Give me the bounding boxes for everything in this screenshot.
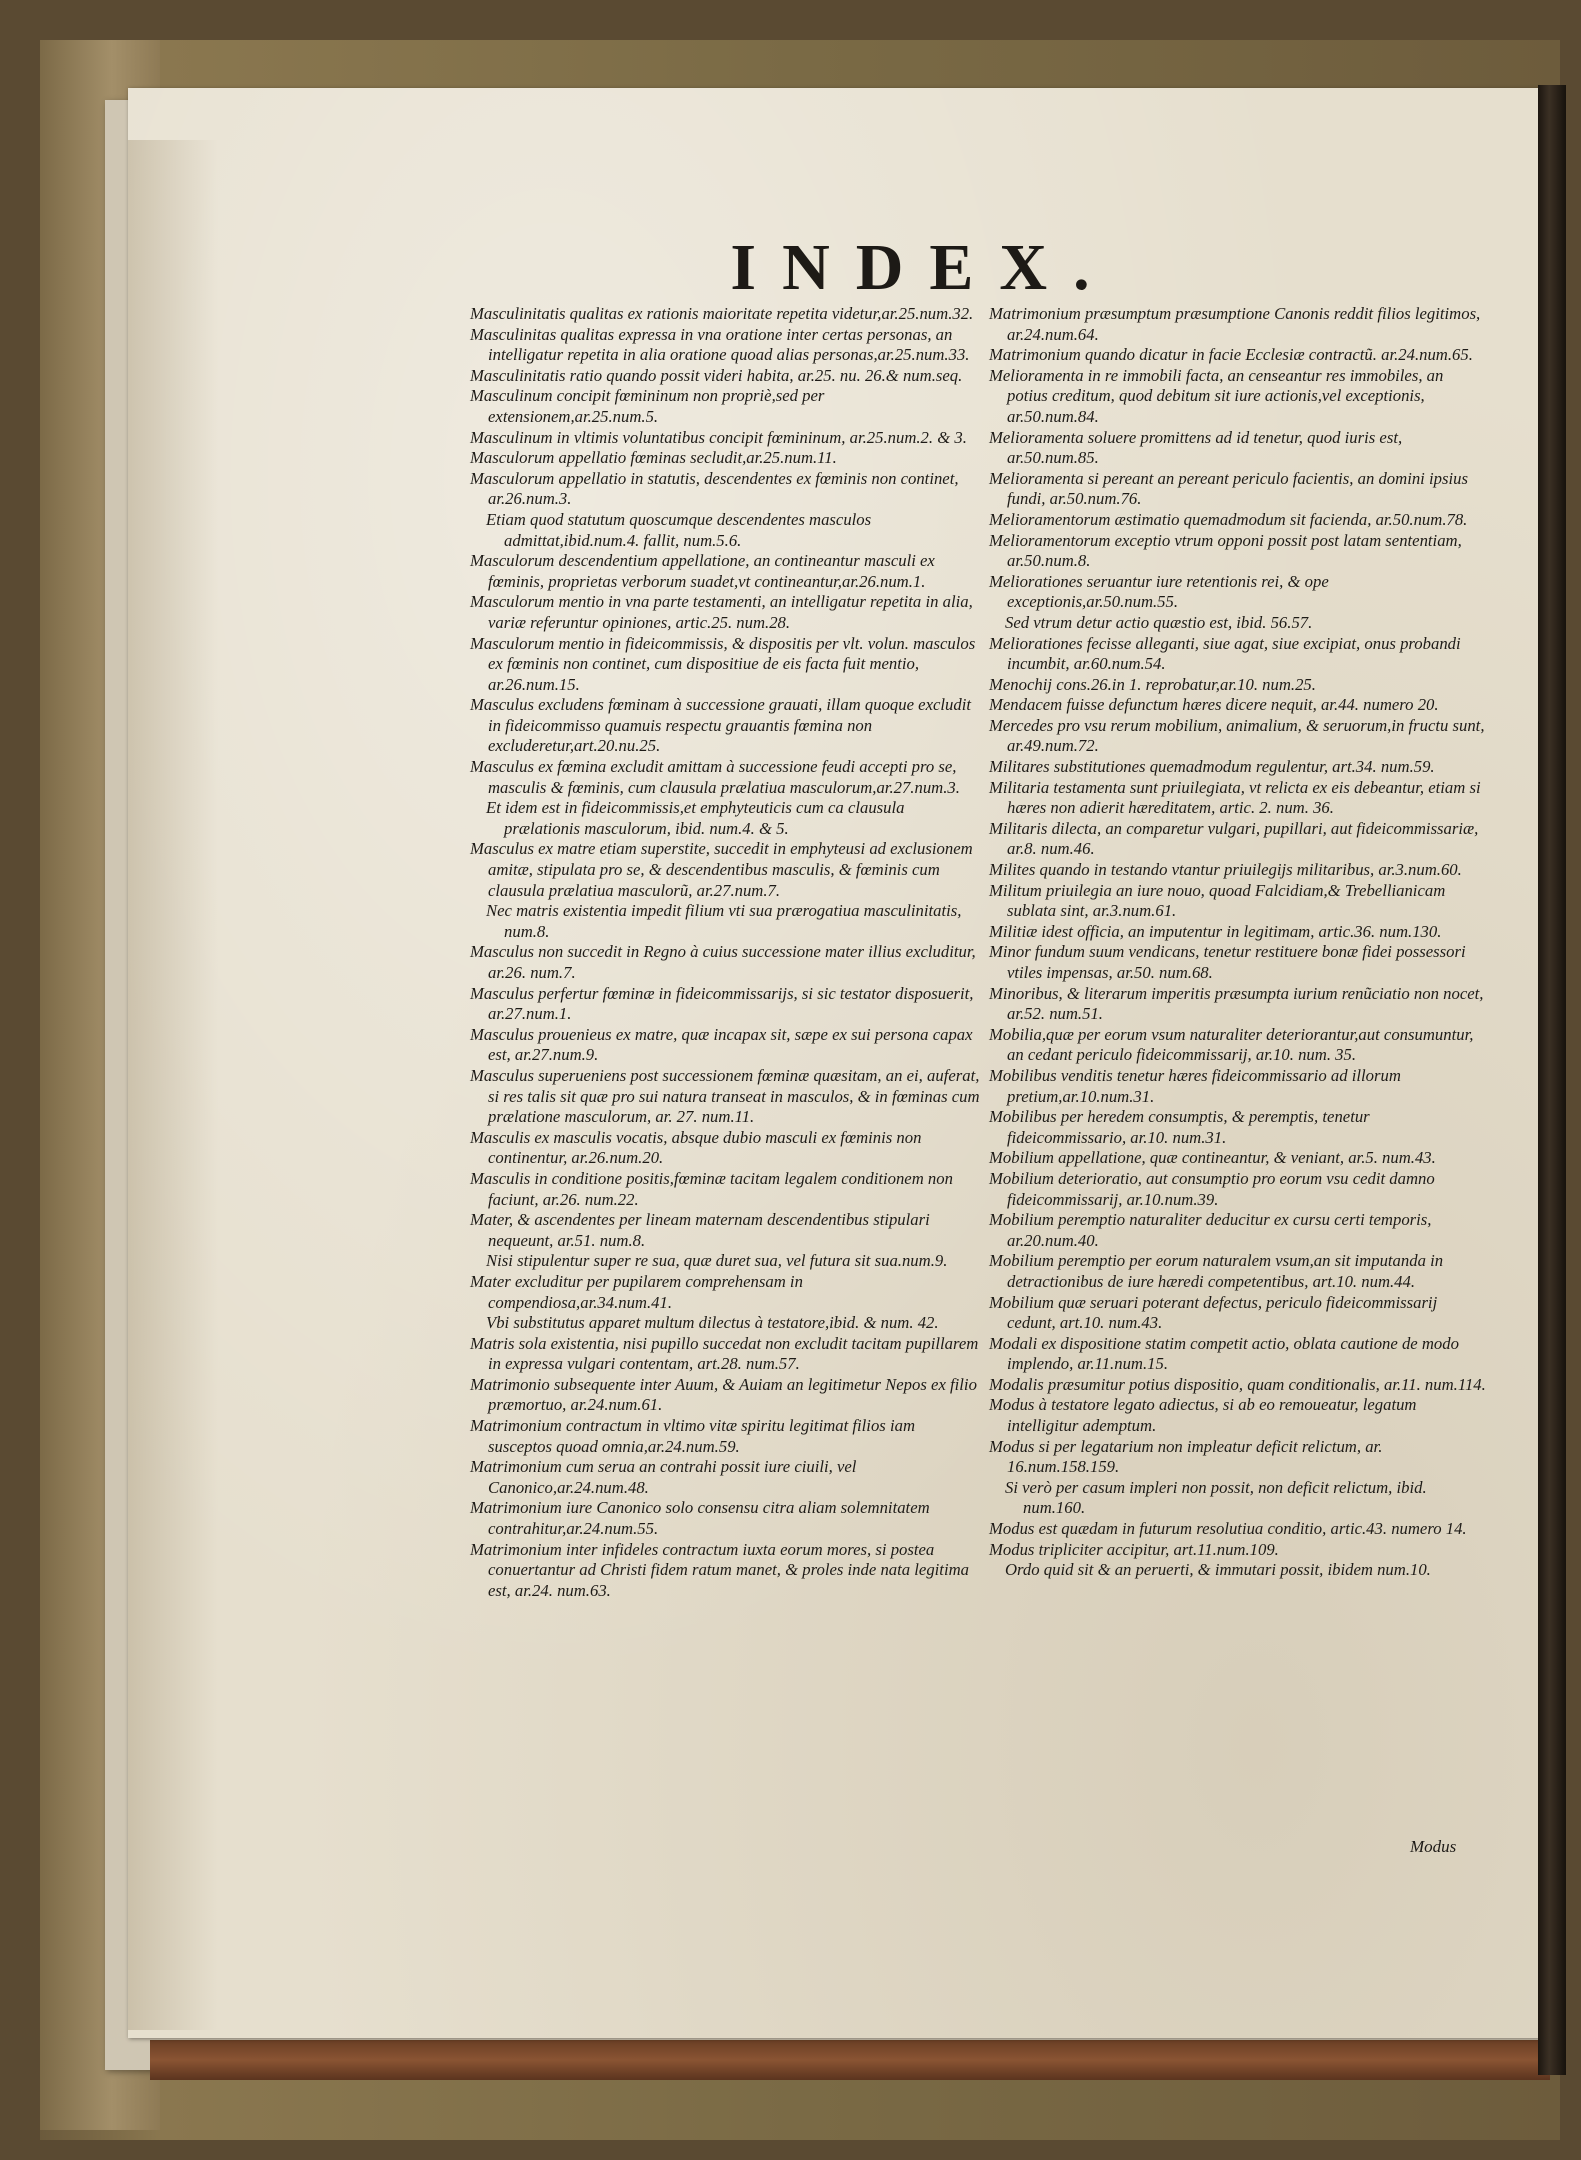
index-entry: Mobilibus per heredem consumptis, & peremptis, tenetur fideicommissario, ar.10. num.31. bbox=[989, 1107, 1370, 1147]
index-entry: Modus est quædam in futurum resolutiua conditio, artic.43. numero 14. bbox=[989, 1519, 1467, 1539]
index-entry: Minoribus, & literarum imperitis præsumpta iurium renũciatio non nocet, ar.52. num.51. bbox=[989, 983, 1484, 1024]
index-entry: Masculis in conditione positis,fœminæ tacitam legalem conditionem non faciunt, ar.26. num.22. bbox=[470, 1168, 953, 1209]
index-entry: Modus à testatore legato adiectus, si ab eo remoueatur, legatum intelligitur ademptum. bbox=[989, 1395, 1417, 1436]
index-entry: Mendacem fuisse defunctum hæres dicere nequit, ar.44. numero 20. bbox=[989, 695, 1439, 715]
index-entry: Masculus ex fœmina excludit amittam à successione feudi accepti pro se, masculis & fœminis, cum clausula prælatiua masculorum,ar.27.num.3. bbox=[470, 757, 960, 797]
index-entry: Matrimonium cum serua an contrahi possit iure ciuili, vel Canonico,ar.24.num.48. bbox=[470, 1457, 857, 1497]
index-entry: Nisi stipulentur super re sua, quæ duret sua, vel futura sit sua.num.9. bbox=[486, 1251, 948, 1271]
index-entry: Etiam quod statutum quoscumque descendentes masculos admittat,ibid.num.4. fallit, num.5.6. bbox=[486, 509, 872, 550]
index-entry: Masculus perfertur fœminæ in fideicommissarijs, si sic testator disposuerit, ar.27.num.1. bbox=[470, 983, 974, 1024]
index-entry: Melioramentorum æstimatio quemadmodum sit facienda, ar.50.num.78. bbox=[989, 509, 1468, 529]
index-column-left bbox=[470, 304, 980, 1601]
index-entry: Matrimonium contractum in vltimo vitæ spiritu legitimat filios iam susceptos quoad omnia,ar.24.num.59. bbox=[470, 1416, 915, 1456]
index-entry: Masculus superueniens post successionem fœminæ quæsitam, an ei, auferat, si res talis sit quæ pro sui natura transeat in masculos, & in fœminas cum prælatione masculorum, ar. 27. num.11. bbox=[470, 1065, 980, 1127]
index-entry: Mobilium appellatione, quæ contineantur, & veniant, ar.5. num.43. bbox=[989, 1148, 1436, 1168]
index-entry: Mater excluditur per pupilarem comprehensam in compendiosa,ar.34.num.41. bbox=[470, 1271, 803, 1312]
index-entry: Mobilium peremptio per eorum naturalem vsum,an sit imputanda in detractionibus de iure hæredi competentibus, art.10. num.44. bbox=[989, 1251, 1444, 1291]
index-entry: Masculus prouenieus ex matre, quæ incapax sit, sæpe ex sui persona capax est, ar.27.num.9. bbox=[470, 1024, 973, 1065]
index-entry: Melioramenta si pereant an pereant periculo facientis, an domini ipsius fundi, ar.50.num.76. bbox=[989, 468, 1468, 509]
index-entry: Melioramenta soluere promittens ad id tenetur, quod iuris est, ar.50.num.85. bbox=[989, 427, 1403, 468]
index-entry: Vbi substitutus apparet multum dilectus à testatore,ibid. & num. 42. bbox=[486, 1313, 939, 1333]
index-entry: Matris sola existentia, nisi pupillo succedat non excludit tacitam pupillarem in expressa vulgari contentam, art.28. num.57. bbox=[470, 1333, 979, 1374]
index-entry: Meliorationes seruantur iure retentionis rei, & ope exceptionis,ar.50.num.55. bbox=[989, 571, 1329, 612]
index-entry: Matrimonium inter infideles contractum iuxta eorum mores, si postea conuertantur ad Christi fidem ratum manet, & proles inde nata legitima est, ar.24. num.63. bbox=[470, 1539, 969, 1600]
index-entry: Modali ex dispositione statim competit actio, oblata cautione de modo implendo, ar.11.num.15. bbox=[989, 1333, 1459, 1374]
index-entry: Modus tripliciter accipitur, art.11.num.109. bbox=[989, 1539, 1279, 1559]
index-entry: Mercedes pro vsu rerum mobilium, animalium, & seruorum,in fructu sunt, ar.49.num.72. bbox=[989, 715, 1485, 756]
index-entry: Meliorationes fecisse alleganti, siue agat, siue excipiat, onus probandi incumbit, ar.60.num.54. bbox=[989, 633, 1461, 674]
catchword: Modus bbox=[1410, 1837, 1457, 1856]
index-entry: Menochij cons.26.in 1. reprobatur,ar.10. num.25. bbox=[989, 674, 1316, 694]
index-entry: Masculus non succedit in Regno à cuius successione mater illius excluditur, ar.26. num.7. bbox=[470, 942, 976, 982]
index-entry: Mobilium peremptio naturaliter deducitur ex cursu certi temporis, ar.20.num.40. bbox=[989, 1210, 1432, 1250]
index-entry: Militaris dilecta, an comparetur vulgari, pupillari, aut fideicommissariæ, ar.8. num.46. bbox=[989, 818, 1479, 859]
index-entry: Modus si per legatarium non impleatur deficit relictum, ar. 16.num.158.159. bbox=[989, 1436, 1383, 1477]
index-entry: Matrimonium iure Canonico solo consensu citra aliam solemnitatem contrahitur,ar.24.num.55. bbox=[470, 1498, 930, 1539]
index-entry: Mater, & ascendentes per lineam maternam descendentibus stipulari nequeunt, ar.51. num.8. bbox=[470, 1210, 930, 1250]
index-entry: Masculis ex masculis vocatis, absque dubio masculi ex fœminis non continentur, ar.26.num.20. bbox=[470, 1127, 922, 1168]
book-bottom-edge bbox=[150, 2040, 1550, 2080]
index-entry: Militaria testamenta sunt priuilegiata, vt relicta ex eis debeantur, etiam si hæres non adierit hæreditatem, artic. 2. num. 36. bbox=[989, 777, 1481, 818]
index-entry: Masculorum appellatio fœminas secludit,ar.25.num.11. bbox=[470, 448, 837, 468]
index-entry: Matrimonium præsumptum præsumptione Canonis reddit filios legitimos, ar.24.num.64. bbox=[989, 304, 1481, 344]
index-entry: Matrimonium quando dicatur in facie Ecclesiæ contractũ. ar.24.num.65. bbox=[989, 345, 1473, 365]
index-entry: Masculinitatis qualitas ex rationis maioritate repetita videtur,ar.25.num.32. bbox=[470, 304, 974, 323]
index-entry: Matrimonio subsequente inter Auum, & Auiam an legitimetur Nepos ex filio præmortuo, ar.24.num.61. bbox=[470, 1374, 977, 1415]
index-entry: Milites quando in testando vtantur priuilegijs militaribus, ar.3.num.60. bbox=[989, 860, 1462, 880]
index-entry: Melioramentorum exceptio vtrum opponi possit post latam sententiam, ar.50.num.8. bbox=[989, 530, 1462, 571]
index-entry: Mobilia,quæ per eorum vsum naturaliter deteriorantur,aut consumuntur, an cedant periculo fideicommissarij, ar.10. num. 35. bbox=[989, 1024, 1474, 1065]
page-title: INDEX. bbox=[730, 231, 1116, 304]
index-entry: Masculorum descendentium appellatione, an contineantur masculi ex fœminis, proprietas verborum suadet,vt contineantur,ar.26.num.1. bbox=[470, 551, 935, 591]
index-entry: Nec matris existentia impedit filium vti sua prærogatiua masculinitatis, num.8. bbox=[486, 901, 962, 941]
index-entry: Mobilibus venditis tenetur hæres fideicommissario ad illorum pretium,ar.10.num.31. bbox=[989, 1065, 1401, 1106]
index-entry: Minor fundum suum vendicans, tenetur restituere bonæ fidei possessori vtiles impensas, ar.50. num.68. bbox=[989, 942, 1466, 982]
index-entry: Melioramenta in re immobili facta, an censeantur res immobiles, an potius creditum, quod debitum sit iure actionis,vel exceptionis, ar.50.num.84. bbox=[989, 365, 1444, 426]
index-entry: Et idem est in fideicommissis,et emphyteuticis cum ca clausula prælationis masculorum, ibid. num.4. & 5. bbox=[486, 798, 905, 838]
index-entry: Militum priuilegia an iure nouo, quoad Falcidiam,& Trebellianicam sublata sint, ar.3.num.61. bbox=[989, 880, 1446, 921]
index-column-right bbox=[989, 304, 1487, 1581]
index-entry: Sed vtrum detur actio quæstio est, ibid. 56.57. bbox=[1005, 612, 1313, 632]
index-entry: Masculorum mentio in fideicommissis, & dispositis per vlt. volun. masculos ex fœminis non continet, cum dispositiue de eis facta fuit mentio, ar.26.num.15. bbox=[470, 633, 976, 694]
index-entry: Ordo quid sit & an peruerti, & immutari possit, ibidem num.10. bbox=[1005, 1560, 1431, 1580]
book-right-edge bbox=[1538, 85, 1566, 2075]
index-entry: Masculinum concipit fœmininum non propriè,sed per extensionem,ar.25.num.5. bbox=[470, 386, 825, 426]
index-entry: Mobilium deterioratio, aut consumptio pro eorum vsu cedit damno fideicommissarij, ar.10.num.39. bbox=[989, 1168, 1435, 1209]
index-entry: Masculus excludens fœminam à successione grauati, illam quoque excludit in fideicommisso quamuis respectu grauantis fœmina non excluderetur,art.20.nu.25. bbox=[470, 695, 971, 756]
index-entry: Masculorum appellatio in statutis, descendentes ex fœminis non continet, ar.26.num.3. bbox=[470, 468, 959, 509]
index-entry: Masculus ex matre etiam superstite, succedit in emphyteusi ad exclusionem amitæ, stipulata pro se, & descendentibus masculis, & fœminis cum clausula prælatiua masculorũ, ar.27.num.7. bbox=[470, 839, 973, 900]
index-entry: Masculorum mentio in vna parte testamenti, an intelligatur repetita in alia, variæ referuntur opiniones, artic.25. num.28. bbox=[470, 592, 973, 632]
index-entry: Mobilium quæ seruari poterant defectus, periculo fideicommissarij cedunt, art.10. num.43. bbox=[989, 1292, 1438, 1333]
page-fold-shadow bbox=[128, 140, 218, 2030]
index-entry: Modalis præsumitur potius dispositio, quam conditionalis, ar.11. num.114. bbox=[989, 1374, 1486, 1394]
index-entry: Masculinitas qualitas expressa in vna oratione inter certas personas, an intelligatur repetita in alia oratione quoad alias personas,ar.25.num.33. bbox=[470, 324, 970, 365]
index-entry: Militares substitutiones quemadmodum regulentur, art.34. num.59. bbox=[989, 757, 1435, 777]
index-entry: Militiæ idest officia, an imputentur in legitimam, artic.36. num.130. bbox=[989, 921, 1442, 941]
index-entry: Masculinum in vltimis voluntatibus concipit fœmininum, ar.25.num.2. & 3. bbox=[470, 427, 967, 447]
index-entry: Si verò per casum impleri non possit, non deficit relictum, ibid. num.160. bbox=[1005, 1477, 1427, 1518]
index-entry: Masculinitatis ratio quando possit videri habita, ar.25. nu. 26.& num.seq. bbox=[470, 365, 963, 385]
